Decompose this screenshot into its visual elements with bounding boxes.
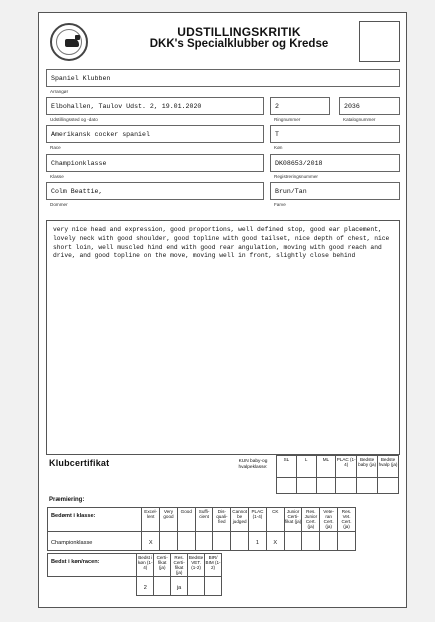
kc-cell-sl[interactable] [277,478,297,494]
catalog-number-label: Katalognummer [343,117,376,122]
kc-header-ml: ML [316,456,336,478]
sex-label: Køn [274,145,283,150]
klasse-cell-res-junior-cert[interactable] [302,532,320,551]
form-title: UDSTILLINGSKRITIK [177,25,301,39]
header-cannot-be-judged: Cannot be judged [231,508,249,532]
klasse-cell-veteran-cert[interactable] [320,532,338,551]
arranger-label: Arrangør [50,89,69,94]
kc-cell-plac[interactable] [336,478,357,494]
registration-number-label: Registreringsnummer [274,174,318,179]
judge-label: Dommer [50,202,68,207]
klasse-cell-plac[interactable]: 1 [249,532,267,551]
header-disqualified: Dis-quali-fied [213,508,231,532]
kc-cell-l[interactable] [296,478,316,494]
klasse-cell-sufficient[interactable] [195,532,213,551]
kc-header-plac: PLAC (1-4) [336,456,357,478]
header-res-vet-cert: Res. Vet. Cert. (ja) [338,508,356,532]
header-certifikat: Certi-fikat (ja) [154,554,171,577]
praemiering-kon-table [47,553,222,596]
klasse-row-label: Championklasse [48,532,142,551]
header-res-junior-cert: Res. Junior Cert. (ja) [302,508,320,532]
arranger-field[interactable]: Spaniel Klubben [46,69,400,87]
photo-box [359,21,400,62]
kun-baby-label: KUN baby-og hvalpeklasse: [238,459,268,470]
klasse-cell-disqualified[interactable] [213,532,231,551]
header-excellent: Excel-lent [142,508,160,532]
klasse-cell-very-good[interactable] [160,532,178,551]
kc-header-l: L [296,456,316,478]
kc-header-bedste-baby: Bedste baby (ja) [357,456,378,478]
klasse-cell-junior-cert[interactable] [284,532,302,551]
header-bedste-vet: Bedste VET. (1-2) [188,554,205,577]
kon-cell-bedste-vet[interactable] [188,577,205,596]
klasse-cell-cannot-be-judged[interactable] [231,532,249,551]
kon-row-blank [48,577,137,596]
sex-field[interactable]: T [270,125,400,143]
class-label: Klasse [50,174,64,179]
kc-cell-bedste-hvalp[interactable] [378,478,399,494]
klasse-cell-ck[interactable]: X [266,532,284,551]
klubcertifikat-title: Klubcertifikat [49,458,110,468]
header-ck: CK [266,508,284,532]
header-good: Good [177,508,195,532]
header-bedst-i-kon: Bedst i køn (1-4) [137,554,154,577]
klubcertifikat-table [276,455,399,494]
praemiering-klasse-table [47,507,356,551]
form-subtitle: DKK's Specialklubber og Kredse [149,38,329,50]
header-sufficient: Suffi-cient [195,508,213,532]
race-label: Race [50,145,61,150]
critique-text[interactable]: very nice head and expression, good proportions, well defined stop, good ear placement, lovely neck with good shoulder, good topline with good tailset, nice depth of chest, nice short loin, well muscled hind end with good rear angulation, moving with good reach and drive, and good topline on the move, moving well in front, slightly close behind [46,220,400,455]
kon-cell-bedst-i-kon[interactable]: 2 [137,577,154,596]
kc-header-sl: SL [277,456,297,478]
dkk-logo-icon [50,23,88,61]
praemiering-title: Præmiering: [49,497,85,503]
klasse-label: Bedømt i klasse: [48,508,142,532]
header-very-good: Very good [160,508,178,532]
kon-cell-bir-bim[interactable] [205,577,222,596]
class-field[interactable]: Championklasse [46,154,264,172]
kc-header-bedste-hvalp: Bedste hvalp (ja) [378,456,399,478]
header-bir-bim: BIR/ BIM (1-2) [205,554,222,577]
kc-cell-bedste-baby[interactable] [357,478,378,494]
catalog-number-field[interactable]: 2036 [339,97,400,115]
header-res-certifikat: Res. Certi-fikat (ja) [171,554,188,577]
judge-field[interactable]: Colm Beattie, [46,182,264,200]
header-plac: PLAC (1-4) [249,508,267,532]
klasse-cell-good[interactable] [177,532,195,551]
color-label: Farve [274,202,286,207]
kon-cell-certifikat[interactable] [154,577,171,596]
kc-cell-ml[interactable] [316,478,336,494]
color-field[interactable]: Brun/Tan [270,182,400,200]
place-date-field[interactable]: Elbohallen, Taulov Udst. 2, 19.01.2020 [46,97,264,115]
ring-number-label: Ringnummer [274,117,301,122]
klasse-cell-res-vet-cert[interactable] [338,532,356,551]
kon-cell-res-certifikat[interactable]: ja [171,577,188,596]
header-veteran-cert: Vete-ran Cert. (ja) [320,508,338,532]
kon-label: Bedst i køn/racen: [48,554,137,577]
race-field[interactable]: Amerikansk cocker spaniel [46,125,264,143]
place-date-label: Udstillingssted og -dato [50,117,98,122]
critique-form [38,12,407,608]
ring-number-field[interactable]: 2 [270,97,330,115]
header-junior-cert: Junior Certi-fikat (ja) [284,508,302,532]
klasse-cell-excellent[interactable]: X [142,532,160,551]
registration-number-field[interactable]: DK08653/2018 [270,154,400,172]
